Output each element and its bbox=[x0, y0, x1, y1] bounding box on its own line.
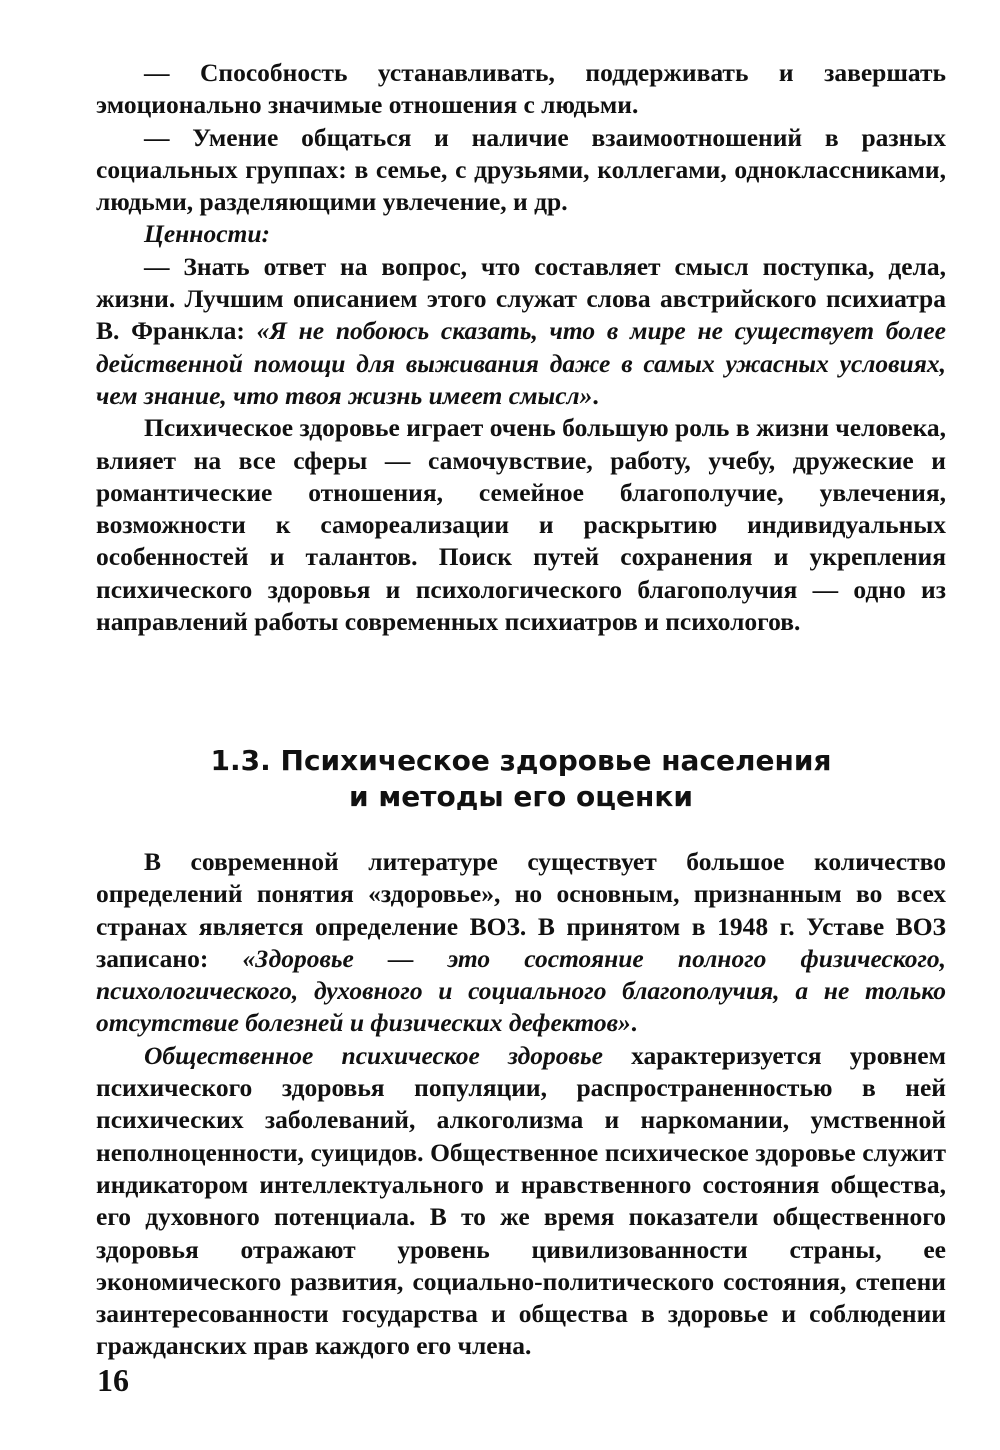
bottom-text-block bbox=[96, 846, 946, 1363]
section-heading-line-1: 1.3. Психическое здоровье населения bbox=[210, 744, 832, 777]
bullet-relationships: — Способность устанавливать, поддерживать и завершать эмоционально значимые отношения с людьми. bbox=[96, 58, 946, 120]
section-heading bbox=[96, 743, 946, 815]
bullet-meaning bbox=[96, 251, 946, 412]
bullet-communication: — Умение общаться и наличие взаимоотношений в разных социальных группах: в семье, с друзьями, коллегами, одноклассниками, людьми, разделяющими увлечение, и др. bbox=[96, 122, 946, 217]
public-mental-health-paragraph bbox=[96, 1040, 946, 1363]
values-label: Ценности: bbox=[144, 219, 271, 249]
page-number: 16 bbox=[97, 1362, 129, 1398]
who-definition-end: . bbox=[630, 1008, 638, 1038]
public-mental-health-text: характеризуется уровнем психического здоровья популяции, распространенностью в ней психических заболеваний, алкоголизма и наркомании, умственной неполноценности, суицидов. Общественное психическое здоровье служит индикатором интеллектуального и нравственного состояния общества, его духовного потенциала. В то же время показатели общественного здоровья отражают уровень цивилизованности страны, ее экономического развития, социально-политического состояния, степени заинтересованности государства и общества в здоровье и соблюдении гражданских прав каждого его члена. bbox=[96, 1040, 946, 1361]
bullet-meaning-end: . bbox=[592, 380, 599, 410]
bullet-meaning-text: — Знать ответ на вопрос, что составляет смысл поступка, дела, жизни. Лучшим описанием этого служат слова австрийского психиатра В. Франкла: bbox=[96, 251, 946, 346]
top-text-block bbox=[96, 57, 946, 638]
section-heading-line-2: и методы его оценки bbox=[349, 780, 693, 813]
mental-health-paragraph: Психическое здоровье играет очень большую роль в жизни человека, влияет на все сферы — самочувствие, работу, учебу, дружеские и романтические отношения, семейное благополучие, увлечения, возможности к самореализации и раскрытию индивидуальных особенностей и талантов. Поиск путей сохранения и укрепления психического здоровья и психологического благополучия — одно из направлений работы современных психиатров и психологов. bbox=[96, 413, 946, 637]
who-quote: «Здоровье — это состояние полного физического, психологического, духовного и социального благополучия, а не только отсутствие болезней и физических дефектов» bbox=[96, 943, 946, 1038]
who-definition-paragraph bbox=[96, 846, 946, 1040]
frankl-quote: «Я не побоюсь сказать, что в мире не существует более действенной помощи для выживания даже в самых ужасных условиях, чем знание, что твоя жизнь имеет смысл» bbox=[96, 316, 946, 410]
who-definition-text: В современной литературе существует большое количество определений понятия «здоровье», но основным, признанным во всех странах является определение ВОЗ. В принятом в 1948 г. Уставе ВОЗ записано: bbox=[96, 847, 946, 973]
public-mental-health-term: Общественное психическое здоровье bbox=[144, 1040, 603, 1070]
